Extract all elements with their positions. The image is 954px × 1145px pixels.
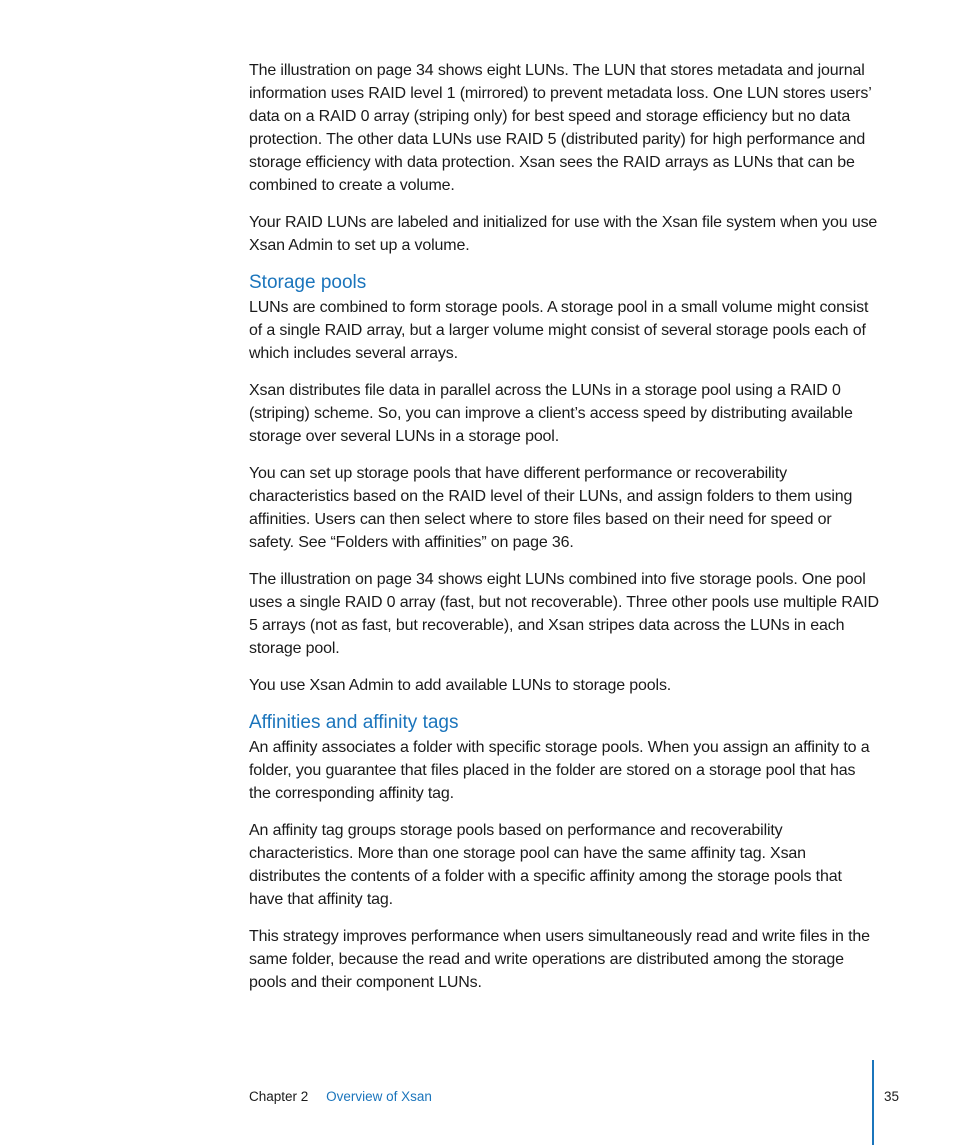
affinities-paragraph-2: An affinity tag groups storage pools based on performance and recoverability characteristics. More than one storage pool can have the same affinity tag. Xsan distributes the contents of a folder with a specific affinity among the storage pools that have that affinity tag. <box>249 822 842 908</box>
intro-paragraph-2: Your RAID LUNs are labeled and initialized for use with the Xsan file system when you use Xsan Admin to set up a volume. <box>249 214 878 254</box>
storage-pools-paragraph-5: You use Xsan Admin to add available LUNs to storage pools. <box>249 677 672 694</box>
page-body <box>249 59 879 1008</box>
page-footer <box>249 1088 432 1106</box>
affinities-paragraph-3: This strategy improves performance when users simultaneously read and write files in the same folder, because the read and write operations are distributed among the storage pools and their component LUNs. <box>249 928 870 991</box>
storage-pools-paragraph-4: The illustration on page 34 shows eight LUNs combined into five storage pools. One pool uses a single RAID 0 array (fast, but not recoverable). Three other pools use multiple RAID 5 arrays (not as fast, but recoverable), and Xsan stripes data across the LUNs in each storage pool. <box>249 571 879 657</box>
affinities-paragraph-1: An affinity associates a folder with specific storage pools. When you assign an affinity to a folder, you guarantee that files placed in the folder are stored on a storage pool that has the corresponding affinity tag. <box>249 739 870 802</box>
footer-chapter-label: Chapter 2 <box>249 1089 309 1104</box>
storage-pools-paragraph-1: LUNs are combined to form storage pools. A storage pool in a small volume might consist of a single RAID array, but a larger volume might consist of several storage pools each of which includes several arrays. <box>249 299 869 362</box>
page-number: 35 <box>884 1089 900 1104</box>
section-heading-affinities: Affinities and affinity tags <box>249 712 459 733</box>
intro-paragraph-1: The illustration on page 34 shows eight LUNs. The LUN that stores metadata and journal information uses RAID level 1 (mirrored) to prevent metadata loss. One LUN stores users’ data on a RAID 0 array (striping only) for best speed and storage efficiency but no data protection. The other data LUNs use RAID 5 (distributed parity) for high performance and storage efficiency with data protection. Xsan sees the RAID arrays as LUNs that can be combined to create a volume. <box>249 62 872 194</box>
section-heading-storage-pools: Storage pools <box>249 272 367 293</box>
storage-pools-paragraph-2: Xsan distributes file data in parallel across the LUNs in a storage pool using a RAID 0 (striping) scheme. So, you can improve a client’s access speed by distributing available storage over several LUNs in a storage pool. <box>249 382 853 445</box>
storage-pools-paragraph-3: You can set up storage pools that have different performance or recoverability characteristics based on the RAID level of their LUNs, and assign folders to them using affinities. Users can then select where to store files based on their need for speed or safety. See “Folders with affinities” on page 36. <box>249 465 853 551</box>
footer-divider-rule <box>872 1060 874 1145</box>
footer-chapter-title: Overview of Xsan <box>326 1089 432 1104</box>
